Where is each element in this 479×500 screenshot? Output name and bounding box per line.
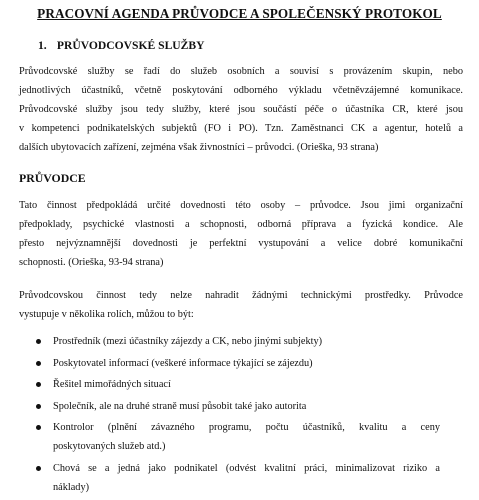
section-heading-pruvodcovske-sluzby	[38, 39, 205, 52]
bullet-icon	[36, 404, 41, 409]
paragraph-line: přesto nejvýznamnější dovednosti je perfektní vystupování a velice dobré komunikační	[19, 238, 463, 249]
list-item-text: Chová se a jedná jako podnikatel (odvést kvalitní práci, minimalizovat riziko a	[53, 462, 440, 474]
list-item-text: poskytovaných služeb atd.)	[53, 441, 166, 453]
list-item-text: Řešitel mimořádných situací	[53, 379, 171, 391]
bullet-icon	[36, 361, 41, 366]
roles-bullet-list	[0, 332, 479, 500]
list-item	[0, 418, 479, 456]
paragraph-line: Průvodcovskou činnost tedy nelze nahradit žádnými technickými prostředky. Průvodce	[19, 290, 463, 301]
bullet-icon	[36, 382, 41, 387]
bullet-icon	[36, 425, 41, 430]
document-title: PRACOVNÍ AGENDA PRŮVODCE A SPOLEČENSKÝ PROTOKOL	[37, 6, 442, 21]
section-heading-pruvodce: PRŮVODCE	[19, 171, 86, 185]
list-item	[0, 375, 479, 394]
paragraph-line: předpoklady, psychické vlastnosti a schopnosti, odborná příprava a fyzická kondice. Ale	[19, 219, 463, 230]
paragraph-line: v kompetenci podnikatelských subjektů (FO i PO). Tzn. Zaměstnanci CK a agentur, hotelů a	[19, 123, 463, 134]
section2-paragraph-2	[19, 286, 463, 324]
list-item	[0, 397, 479, 416]
list-item	[0, 332, 479, 351]
paragraph-line: Průvodcovské služby se řadí do služeb osobních a souvisí s provázením skupin, nebo	[19, 66, 463, 77]
paragraph-line: Tato činnost předpokládá určité dovednosti této osoby – průvodce. Jsou jimi organizační	[19, 200, 463, 211]
list-item-text: Poskytovatel informací (veškeré informace týkající se zájezdu)	[53, 357, 313, 369]
paragraph-line: jednotlivých účastníků, včetně poskytování odborného výkladu včetněvzájemné komunikace.	[19, 85, 463, 96]
list-item	[0, 459, 479, 497]
list-item-text: náklady)	[53, 481, 90, 493]
list-item-text: Kontrolor (plnění závazného programu, počtu účastníků, kvalitu a ceny	[53, 422, 440, 434]
section2-paragraph-1	[19, 196, 463, 272]
section-heading-text: PRŮVODCOVSKÉ SLUŽBY	[56, 39, 205, 52]
paragraph-line: schopnosti. (Orieška, 93-94 strana)	[19, 257, 164, 268]
bullet-icon	[36, 466, 41, 471]
list-item	[0, 354, 479, 373]
paragraph-line: vystupuje v několika rolích, můžou to být:	[19, 309, 194, 320]
list-item-text: Prostředník (mezi účastníky zájezdy a CK, nebo jinými subjekty)	[53, 336, 323, 347]
paragraph-line: dalších ubytovacích zařízení, zejména však živnostníci – průvodci. (Orieška, 93 strana)	[19, 142, 379, 153]
bullet-icon	[36, 339, 41, 344]
list-item-text: Společník, ale na druhé straně musí působit také jako autorita	[53, 400, 307, 412]
paragraph-line: Průvodcovské služby jsou tedy služby, které jsou součástí péče o účastníka CR, které jsou	[19, 104, 463, 115]
section1-paragraph	[19, 62, 463, 157]
section-number: 1.	[38, 39, 47, 52]
